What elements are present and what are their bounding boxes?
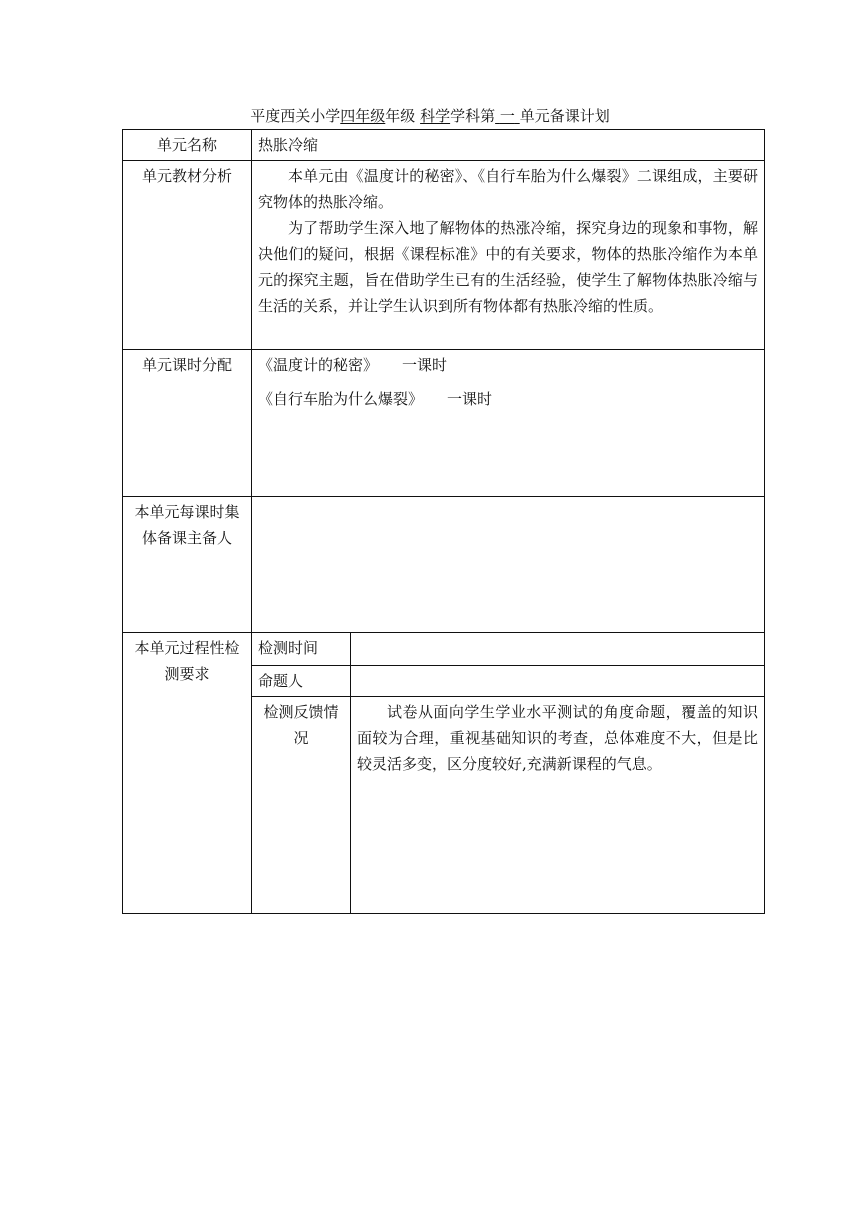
document-title xyxy=(0,106,860,126)
testing-label: 本单元过程性检测要求 xyxy=(123,633,252,914)
unit-name-row xyxy=(123,130,765,161)
subject-value: 科学 xyxy=(420,107,451,125)
analysis-content xyxy=(252,161,765,350)
hours-label: 单元课时分配 xyxy=(123,350,252,497)
unit-number: 一 xyxy=(499,107,515,125)
test-time-row xyxy=(123,633,765,666)
unit-name-label: 单元名称 xyxy=(123,130,252,161)
analysis-paragraph-2: 为了帮助学生深入地了解物体的热涨冷缩，探究身边的现象和事物，解决他们的疑问，根据《课程标准》中的有关要求，物体的热胀冷缩作为本单元的探究主题，旨在借助学生已有的生活经验，使学生了解物体热胀冷缩与生活的关系，并让学生认识到所有物体都有热胀冷缩的性质。 xyxy=(258,219,759,315)
hours-item: 《温度计的秘密》 一课时 xyxy=(258,356,448,374)
grade-value: 四年级 xyxy=(340,107,386,125)
lesson-plan-table xyxy=(122,129,765,914)
preparer-label: 本单元每课时集体备课主备人 xyxy=(123,497,252,633)
analysis-label: 单元教材分析 xyxy=(123,161,252,350)
unit-name-value: 热胀冷缩 xyxy=(252,130,765,161)
preparer-value xyxy=(252,497,765,633)
school-name: 平度西关小学 xyxy=(250,107,341,125)
subject-suffix: 学科第 xyxy=(450,107,496,125)
unit-suffix: 单元备课计划 xyxy=(519,107,610,125)
test-feedback-label: 检测反馈情况 xyxy=(252,697,351,914)
hours-item: 《自行车胎为什么爆裂》 一课时 xyxy=(258,390,493,408)
test-time-label: 检测时间 xyxy=(252,633,351,666)
test-time-value xyxy=(351,633,765,666)
grade-suffix: 年级 xyxy=(385,107,416,125)
hours-content xyxy=(252,350,765,497)
preparer-row xyxy=(123,497,765,633)
test-author-label: 命题人 xyxy=(252,666,351,697)
analysis-paragraph-1: 本单元由《温度计的秘密》、《自行车胎为什么爆裂》二课组成，主要研究物体的热胀冷缩。 xyxy=(258,167,759,211)
analysis-row xyxy=(123,161,765,350)
hours-row xyxy=(123,350,765,497)
test-author-value xyxy=(351,666,765,697)
test-feedback-value xyxy=(351,697,765,914)
test-feedback-text: 试卷从面向学生学业水平测试的角度命题，覆盖的知识面较为合理，重视基础知识的考查，总体难度不大，但是比较灵活多变，区分度较好,充满新课程的气息。 xyxy=(357,703,759,773)
